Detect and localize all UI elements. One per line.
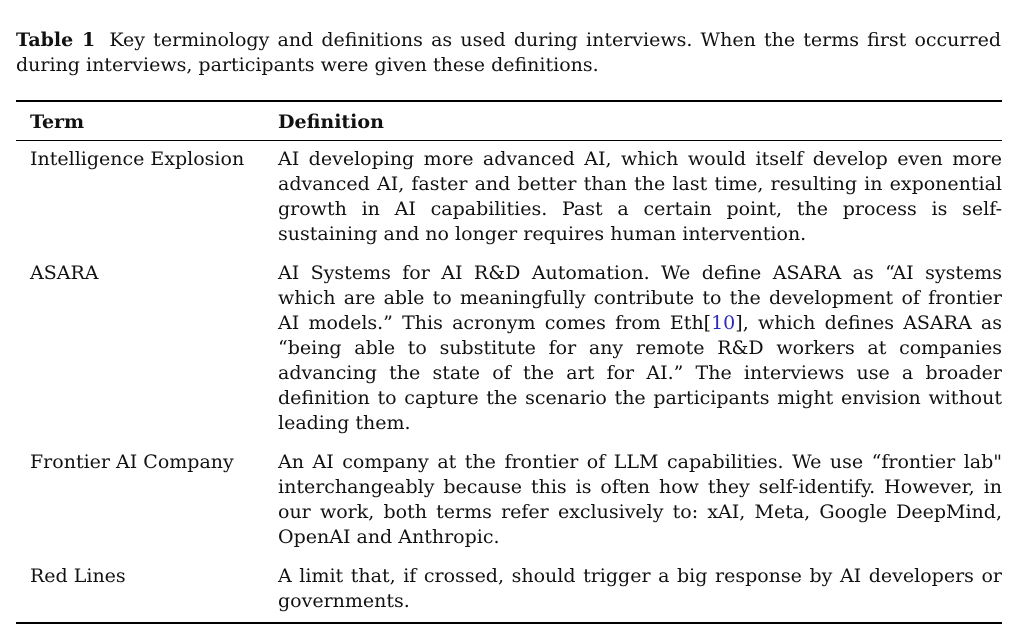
definition-cell: An AI company at the frontier of LLM capabilities. We use “frontier lab" interchangeably because this is often how they self-identify. However, in our work, both terms refer exclusively to: xAI, Meta, Google DeepMind, OpenAI and Anthropic.: [278, 451, 1002, 548]
terminology-table: [16, 100, 1002, 624]
term-cell: Frontier AI Company: [30, 451, 234, 473]
table-header-row: [16, 101, 1002, 141]
definition-text-after-ref: ], which defines ASARA as “being able to substitute for any remote R&D workers at companies advancing the state of the art for AI.” The interviews use a broader definition to capture the scenario the participants might envision without leading them.: [278, 312, 1002, 434]
table-caption-text: Key terminology and definitions as used during interviews. When the terms first occurred during interviews, participants were given these definitions.: [16, 29, 1001, 76]
citation-link[interactable]: 10: [711, 312, 736, 334]
table-row: [16, 255, 1002, 444]
column-header-definition: Definition: [278, 111, 384, 133]
table-row: [16, 141, 1002, 256]
definition-cell: [262, 255, 1002, 444]
column-header-term: Term: [30, 111, 85, 133]
table-row: [16, 444, 1002, 558]
table-caption-label: Table 1: [16, 29, 96, 51]
definition-cell: AI developing more advanced AI, which would itself develop even more advanced AI, faster and better than the last time, resulting in exponential growth in AI capabilities. Past a certain point, the process is self-sustaining and no longer requires human intervention.: [278, 148, 1002, 245]
table-row: [16, 558, 1002, 623]
definition-text-before-ref: AI Systems for AI R&D Automation. We define ASARA as “AI systems which are able to meaningfully contribute to the development of frontier AI models.” This acronym comes from Eth[: [278, 262, 1002, 334]
table-caption: [16, 28, 1001, 78]
term-cell: Red Lines: [30, 565, 126, 587]
term-cell: ASARA: [30, 262, 99, 284]
definition-cell: A limit that, if crossed, should trigger a big response by AI developers or governments.: [278, 565, 1002, 612]
term-cell: Intelligence Explosion: [30, 148, 245, 170]
